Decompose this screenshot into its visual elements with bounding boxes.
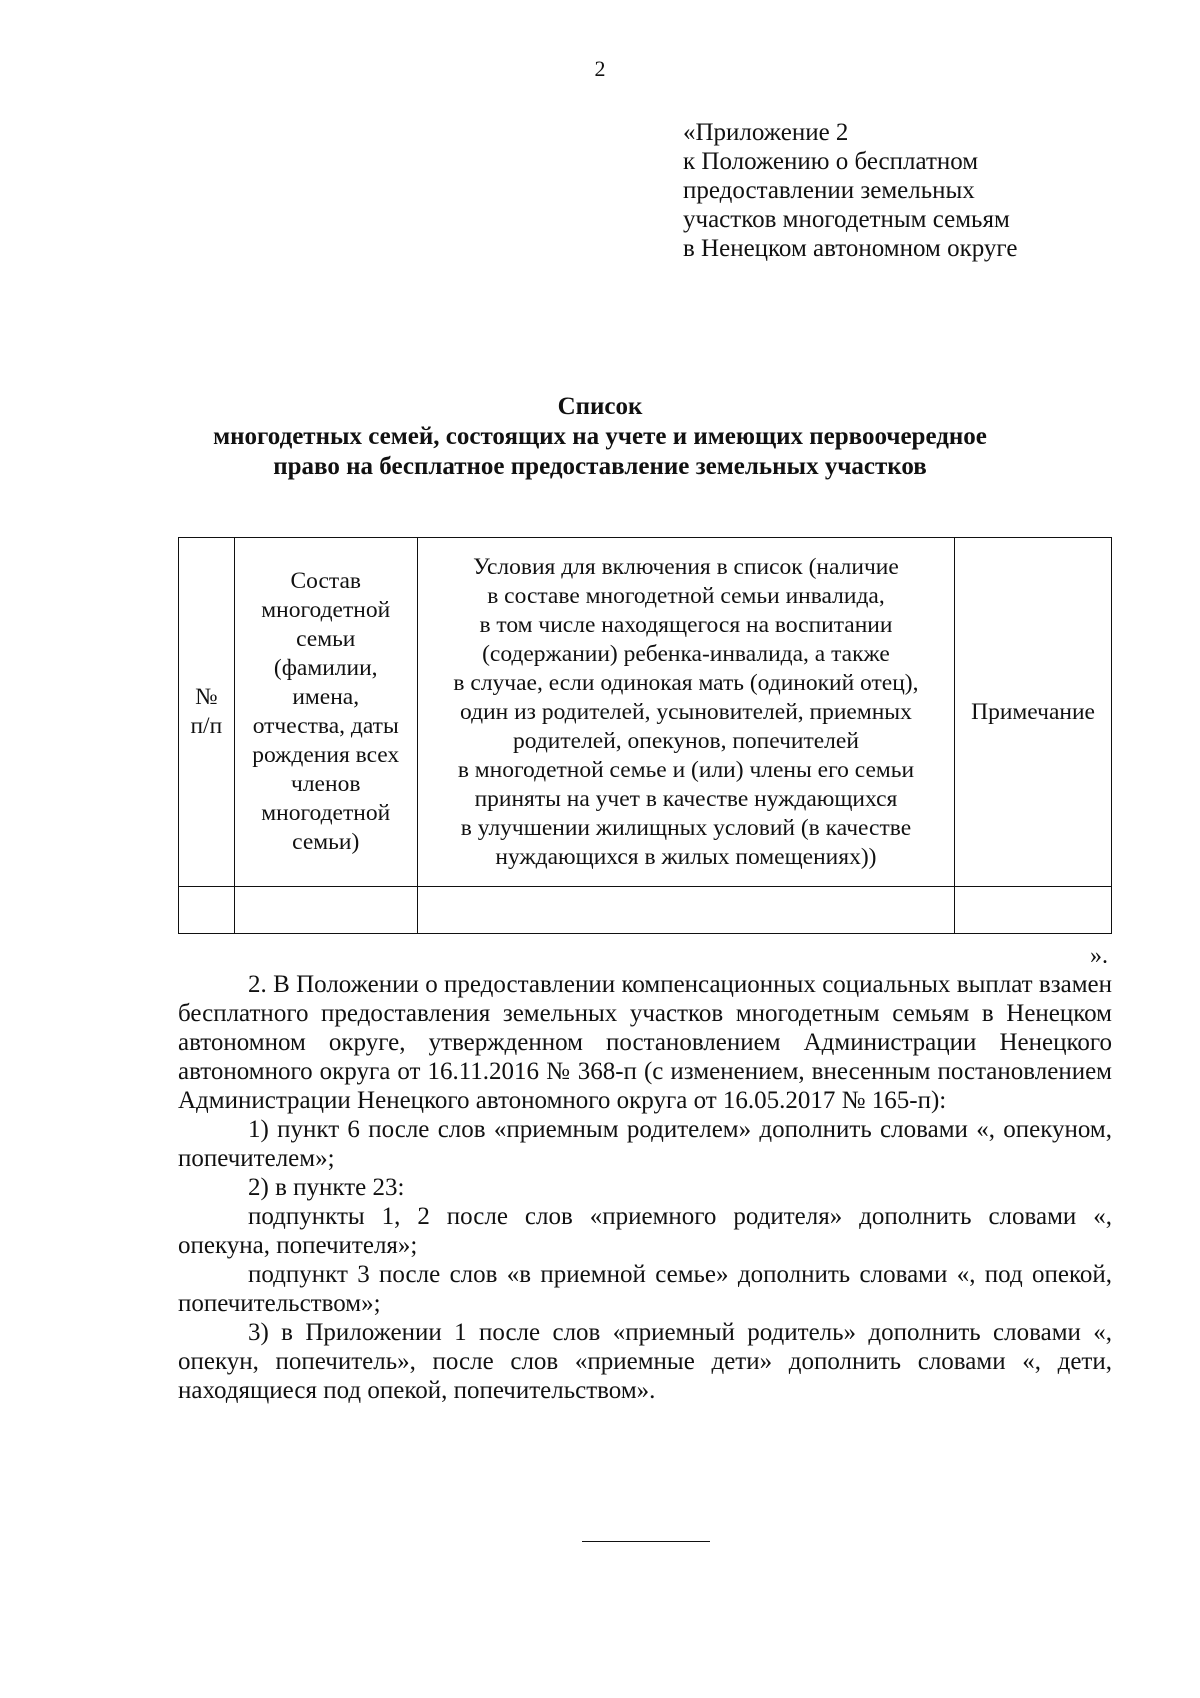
header-note: Примечание [955, 538, 1112, 887]
header-family-composition [234, 538, 417, 887]
table-cell [179, 887, 235, 934]
table-cell [417, 887, 954, 934]
header-number-line: п/п [190, 713, 223, 739]
sub-item-2: 2) в пункте 23: [248, 1174, 405, 1201]
title-line-3: право на бесплатное предоставление земельных участков [273, 453, 927, 480]
header-composition-line: многодетной [261, 800, 391, 826]
header-number [179, 538, 235, 887]
appendix-line: участков многодетным семьям [683, 206, 1010, 233]
sub-item-2-subpoints-1-2: подпункты 1, 2 после слов «приемного родителя» дополнить словами «, опекуна, попечителя»; [178, 1203, 1112, 1259]
sub-item-1: 1) пункт 6 после слов «приемным родителем» дополнить словами «, опекуном, попечителем»; [178, 1116, 1112, 1172]
header-composition-line: имена, [292, 684, 360, 710]
document-title [0, 392, 1200, 482]
family-list-table [178, 537, 1112, 934]
header-conditions-line: в многодетной семье и (или) члены его семьи [457, 756, 915, 783]
header-number-line: № [195, 684, 218, 710]
appendix-line: в Ненецком автономном округе [683, 235, 1018, 262]
table-header-row [179, 538, 1112, 887]
header-composition-line: семьи) [292, 829, 360, 855]
appendix-header [683, 118, 1017, 263]
sub-item-2-subpoint-3: подпункт 3 после слов «в приемной семье» дополнить словами «, под опекой, попечительством»; [178, 1261, 1112, 1317]
header-conditions-line: (содержании) ребенка-инвалида, а также [482, 640, 890, 667]
header-composition-line: Состав [290, 568, 361, 594]
end-divider [582, 1541, 710, 1542]
header-conditions-line: нуждающихся в жилых помещениях)) [495, 843, 877, 870]
title-line-1: Список [557, 393, 643, 420]
table-cell [955, 887, 1112, 934]
header-composition-line: многодетной [261, 597, 391, 623]
title-line-2: многодетных семей, состоящих на учете и имеющих первоочередное [213, 423, 987, 450]
header-conditions-line: в составе многодетной семьи инвалида, [487, 582, 885, 609]
header-inclusion-conditions [417, 538, 954, 887]
table-row [179, 887, 1112, 934]
table-cell [234, 887, 417, 934]
appendix-line: «Приложение 2 [683, 119, 849, 146]
header-composition-line: семьи [296, 626, 356, 652]
header-conditions-line: в том числе находящегося на воспитании [479, 611, 893, 638]
closing-quote: ». [1090, 943, 1108, 969]
header-conditions-line: Условия для включения в список (наличие [473, 553, 899, 580]
header-conditions-line: в случае, если одинокая мать (одинокий отец), [453, 669, 919, 696]
amendment-text [178, 970, 1112, 1405]
header-composition-line: членов [291, 771, 361, 797]
header-composition-line: (фамилии, [273, 655, 378, 681]
header-conditions-line: приняты на учет в качестве нуждающихся [474, 785, 898, 812]
header-composition-line: отчества, даты [252, 713, 399, 739]
header-conditions-line: один из родителей, усыновителей, приемных [460, 698, 912, 725]
header-conditions-line: родителей, опекунов, попечителей [513, 727, 859, 754]
header-composition-line: рождения всех [252, 742, 400, 768]
appendix-line: предоставлении земельных [683, 177, 975, 204]
paragraph-2: 2. В Положении о предоставлении компенсационных социальных выплат взамен бесплатного предоставления земельных участков многодетным семьям в Ненецком автономном округе, утвержденном постановлением Администрации Ненецкого автономного округа от 16.11.2016 № 368-п (с изменением, внесенным постановлением Администрации Ненецкого автономного округа от 16.05.2017 № 165-п): [178, 971, 1112, 1114]
sub-item-3: 3) в Приложении 1 после слов «приемный родитель» дополнить словами «, опекун, попечитель», после слов «приемные дети» дополнить словами «, дети, находящиеся под опекой, попечительством». [178, 1319, 1112, 1404]
page-number: 2 [594, 56, 606, 81]
header-conditions-line: в улучшении жилищных условий (в качестве [460, 814, 912, 841]
appendix-line: к Положению о бесплатном [683, 148, 979, 175]
